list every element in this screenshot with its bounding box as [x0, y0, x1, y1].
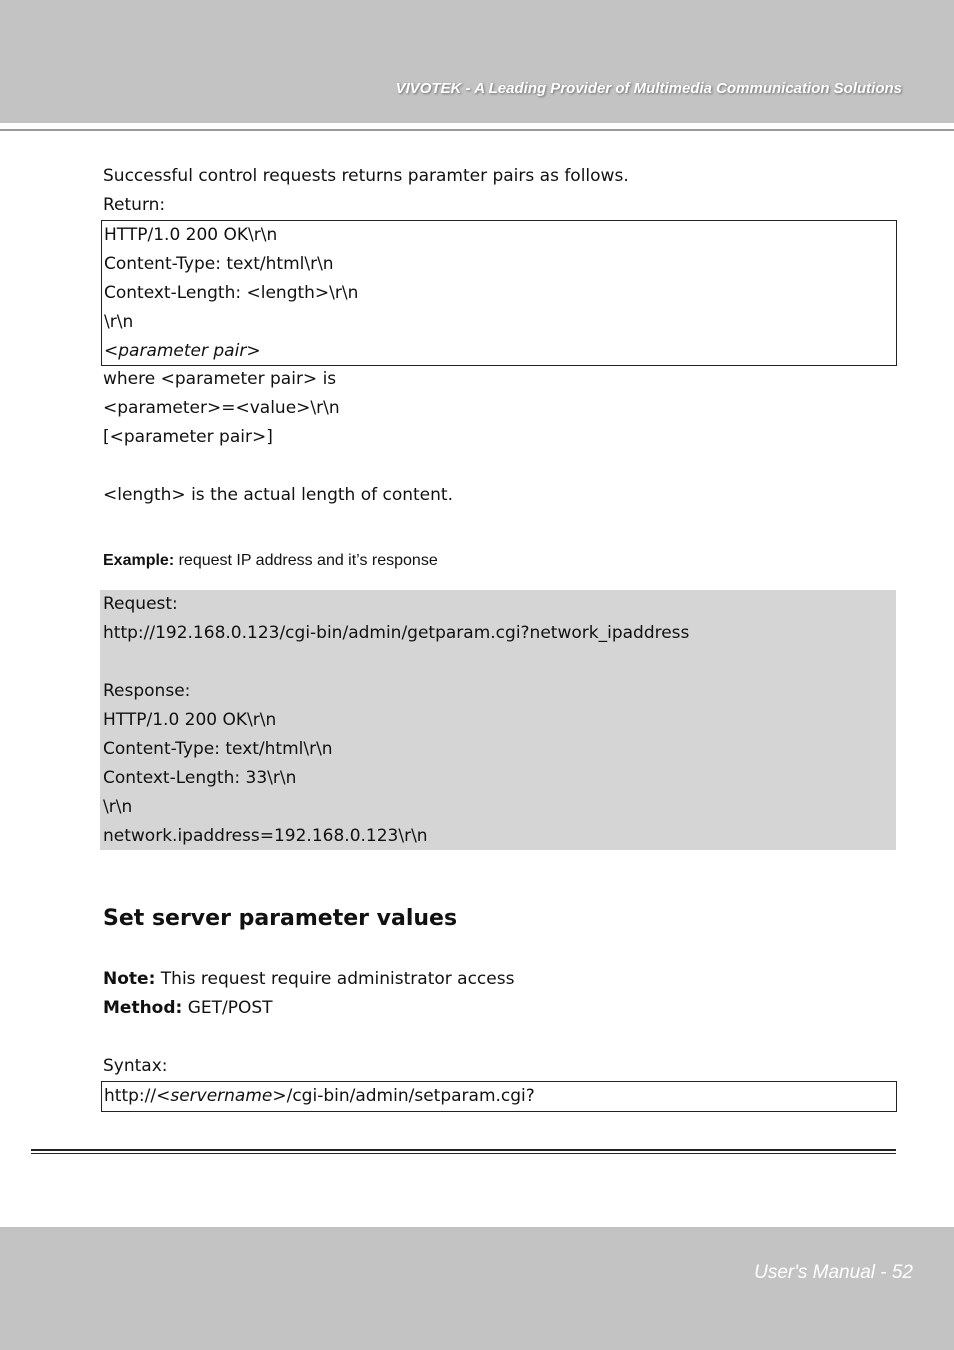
return-line-4: \r\n: [104, 312, 134, 332]
length-note: <length> is the actual length of content.: [103, 485, 453, 505]
header-divider: [0, 129, 954, 131]
where-line-2: <parameter>=<value>\r\n: [103, 398, 340, 418]
response-label: Response:: [103, 681, 191, 701]
spacer: [103, 648, 689, 677]
note-text: This request require administrator access: [155, 969, 515, 989]
page-number: User's Manual - 52: [754, 1262, 913, 1283]
example-heading: [103, 552, 438, 570]
return-line-3: Context-Length: <length>\r\n: [104, 283, 359, 303]
page-footer: [0, 1227, 954, 1350]
response-line-5: network.ipaddress=192.168.0.123\r\n: [103, 826, 428, 846]
page-header: [0, 0, 954, 123]
return-line-2: Content-Type: text/html\r\n: [104, 254, 334, 274]
example-text: request IP address and it’s response: [174, 552, 438, 569]
return-label: Return:: [103, 195, 166, 215]
syntax-suffix: /cgi-bin/admin/setparam.cgi?: [286, 1086, 535, 1106]
response-line-2: Content-Type: text/html\r\n: [103, 739, 333, 759]
footer-divider-thin: [31, 1153, 896, 1154]
example-code-box: [100, 590, 896, 850]
header-title: VIVOTEK - A Leading Provider of Multimedia Communication Solutions: [395, 80, 902, 97]
method-text: GET/POST: [182, 998, 273, 1018]
footer-divider-thick: [31, 1149, 896, 1151]
note-line: [103, 965, 514, 994]
note-block: [103, 965, 514, 1023]
response-line-4: \r\n: [103, 797, 133, 817]
method-label: Method:: [103, 998, 183, 1018]
parameter-pair-italic: <parameter pair>: [104, 341, 261, 361]
syntax-label: Syntax:: [103, 1056, 168, 1076]
example-label: Example:: [103, 552, 175, 569]
section-title: Set server parameter values: [103, 906, 458, 931]
return-code-box: [101, 220, 897, 366]
where-line-1: where <parameter pair> is: [103, 369, 337, 389]
return-line-1: HTTP/1.0 200 OK\r\n: [104, 225, 278, 245]
response-line-1: HTTP/1.0 200 OK\r\n: [103, 710, 277, 730]
syntax-servername: <servername>: [156, 1086, 287, 1106]
request-url: http://192.168.0.123/cgi-bin/admin/getparam.cgi?network_ipaddress: [103, 623, 690, 643]
spacer: [103, 452, 897, 481]
method-line: [103, 994, 514, 1023]
response-line-3: Context-Length: 33\r\n: [103, 768, 297, 788]
request-label: Request:: [103, 594, 178, 614]
return-line-5: [104, 337, 896, 366]
intro-block: [103, 162, 897, 220]
syntax-code-box: [101, 1081, 897, 1112]
syntax-prefix: http://: [104, 1086, 157, 1106]
where-block: [103, 365, 897, 510]
where-line-3: [<parameter pair>]: [103, 427, 273, 447]
intro-text: Successful control requests returns paramter pairs as follows.: [103, 166, 629, 186]
note-label: Note:: [103, 969, 156, 989]
